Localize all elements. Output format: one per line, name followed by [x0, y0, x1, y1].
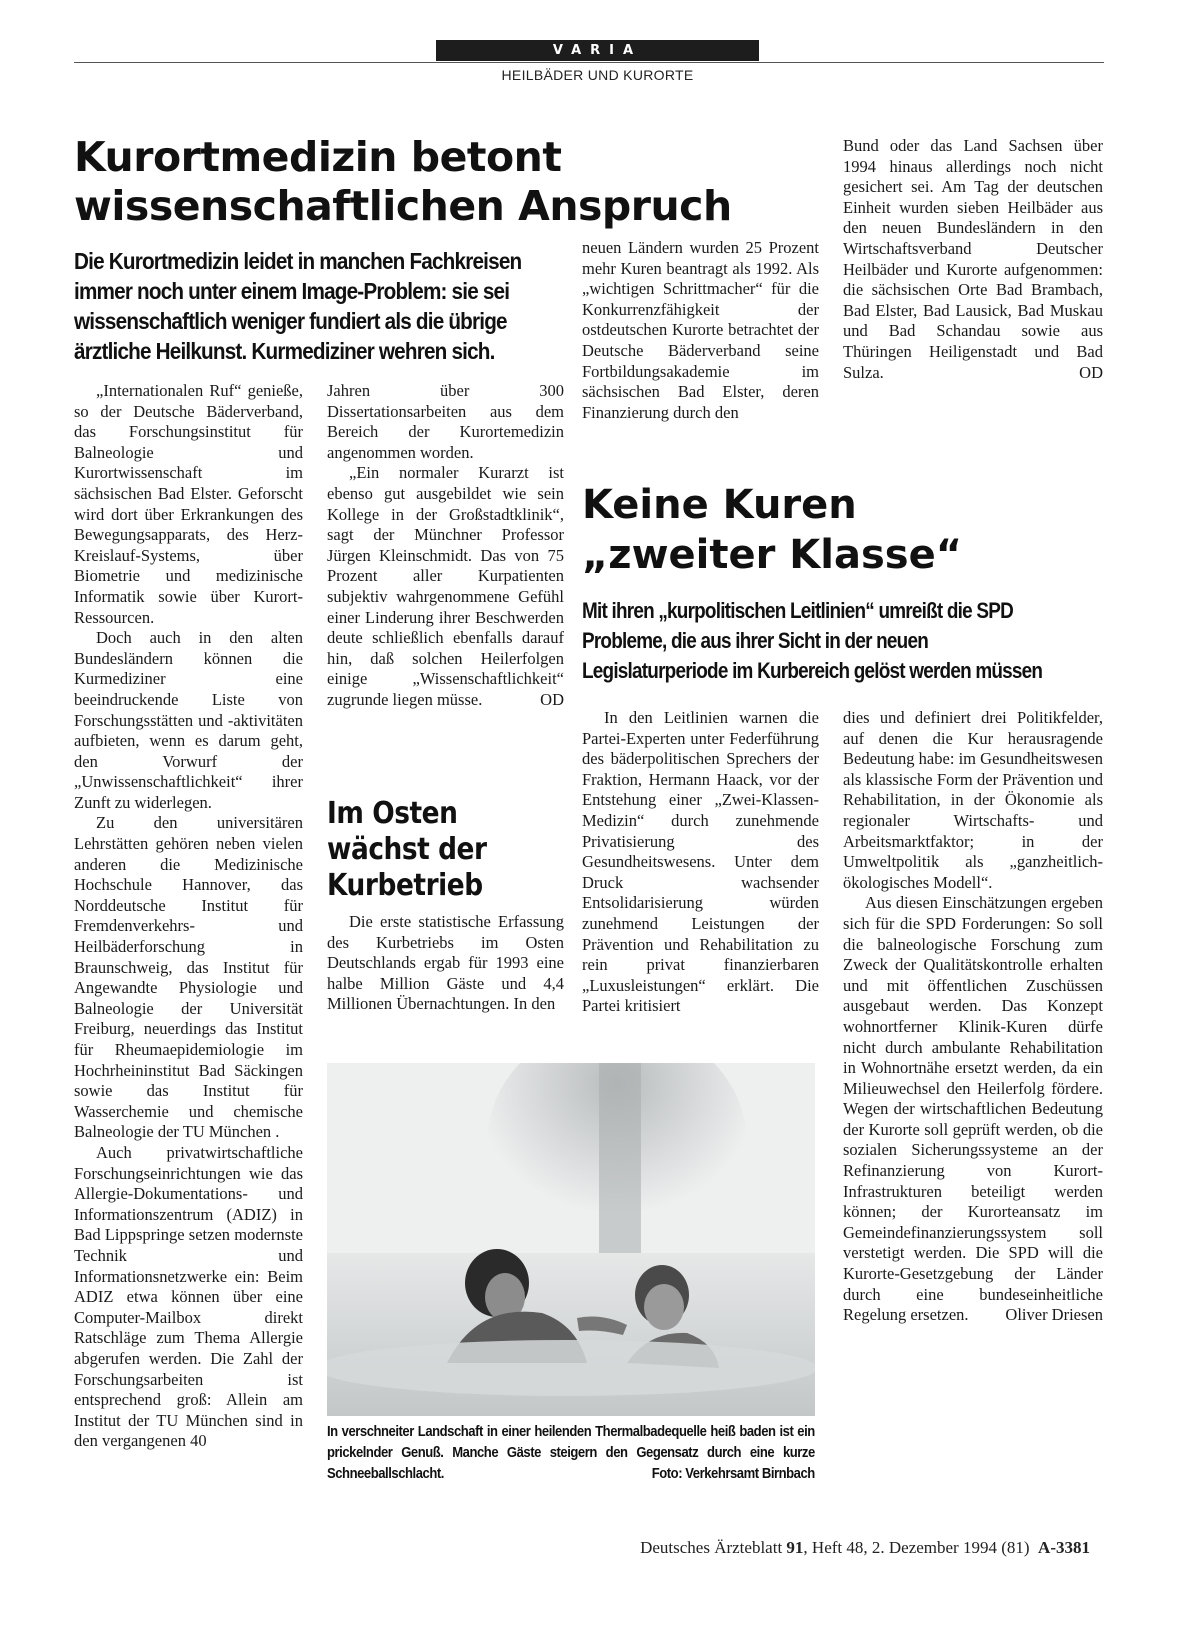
subsection-label: HEILBÄDER UND KURORTE: [501, 67, 694, 83]
photo-caption-wrap: [327, 1422, 815, 1485]
article1-lead: Die Kurortmedizin leidet in manchen Fachkreisen immer noch unter einem Image-Problem: sie sei wissenschaftlich weniger fundiert als die übrige ärztliche Heilkunst. Kurmediziner wehren sich.: [74, 248, 522, 364]
article2-column-3: [843, 136, 1103, 383]
article3-title-line1: Keine Kuren: [582, 482, 857, 528]
article1-title-line2: wissenschaftlichen Anspruch: [74, 182, 732, 230]
article3-signature: Oliver Driesen: [1005, 1305, 1103, 1325]
article3-paragraph-text: Aus diesen Einschätzungen ergeben sich für die SPD Forderungen: So soll die balneologische Forschung zum Zweck der Qualitätskontrolle erhalten und mit öffentlichen Zuschüssen ausgebaut werden. Das Konzept wohnortferner Klinik-Kuren dürfe nicht durch ambulante Rehabilitation in Wohnortnähe ersetzt werden, da ein Milieuwechsel den Heilerfolg fördere. Wegen der wirtschaftlichen Bedeutung der Kurorte soll geprüft werden, ob die sozialen Sicherungssysteme an der Refinanzierung von Kurort-Infrastrukturen beteiligt werden können; der Kurorteansatz im Gemeindefinanzierungssystem soll verstetigt werden. Die SPD will die Kurorte-Gesetzgebung der Länder durch eine bundeseinheitliche Regelung ersetzen.: [843, 893, 1103, 1325]
header-rule: [74, 62, 1104, 63]
footer-issue: , Heft 48, 2. Dezember 1994 (81): [803, 1538, 1030, 1557]
article2-signature: OD: [1079, 362, 1103, 382]
footer-page-number: A-3381: [1038, 1538, 1090, 1557]
article3-column-2: [843, 708, 1103, 1326]
article1-paragraph: Doch auch in den alten Bundesländern können die Kurmediziner eine beeindruckende Liste von Forschungsstätten und -aktivitäten aufbieten, wenn es darum geht, den Vorwurf der „Unwissenschaftlichkeit“ ihrer Zunft zu widerlegen.: [74, 628, 303, 812]
article1-paragraph: Zu den universitären Lehrstätten gehören neben vielen anderen die Medizinische Hochschule Hannover, das Norddeutsche Institut für Fremdenverkehrs- und Heilbäderforschung in Braunschweig, das Institut für Angewandte Physiologie und Balneologie der Universität Freiburg, neuerdings das Institut für Rheumaepidemiologie im Hochrheininstitut Bad Säckingen sowie das Institut für Wasserchemie und chemische Balneologie der TU München .: [74, 813, 303, 1142]
article3-column-1: [582, 708, 819, 1017]
article2-column-1: [327, 912, 564, 1015]
article3-paragraph: [843, 893, 1103, 1325]
article2-paragraph: [843, 136, 1103, 383]
photo-caption-block: [327, 1422, 815, 1485]
article2-title-line2: wächst der: [327, 832, 487, 867]
photo-credit: Foto: Verkehrsamt Birnbach: [651, 1466, 815, 1482]
thermal-bath-photo: [327, 1063, 815, 1416]
article1-paragraph-text: „Ein normaler Kurarzt ist ebenso gut ausgebildet wie sein Kollege in der Großstadtklinik“, sagt der Münchner Professor Jürgen Kleinschmidt. Das von 75 Prozent aller Kurpatienten subjektiv wahrgenommene Gefühl einer Linderung ihrer Beschwerden deute schließlich ebenfalls darauf hin, daß solchen Heilerfolgen einige „Wissenschaftlichkeit“ zugrunde liegen müsse.: [327, 463, 564, 709]
article1-paragraph: „Internationalen Ruf“ genieße, so der Deutsche Bäderverband, das Forschungsinstitut für Balneologie und Kurortwissenschaft im sächsischen Bad Elster. Geforscht wird dort über Erkrankungen des Bewegungsapparats, des Herz-Kreislauf-Systems, über Biometrie und medizinische Informatik sowie über Kurort-Ressourcen.: [74, 381, 303, 627]
article1-paragraph: Jahren über 300 Dissertationsarbeiten aus dem Bereich der Kurortemedizin angenommen worden.: [327, 381, 564, 462]
article3-title-line2: „zweiter Klasse“: [582, 532, 962, 578]
footer-volume: 91: [786, 1538, 804, 1557]
photo-caption: In verschneiter Landschaft in einer heilenden Thermalbadequelle heiß baden ist ein prickelnder Genuß. Manche Gäste steigern den Gegensatz durch eine kurze Schneeballschlacht.: [327, 1424, 815, 1482]
article2-title-line3: Kurbetrieb: [327, 868, 483, 903]
photo-illustration: [327, 1063, 815, 1416]
article1-title-line1: Kurortmedizin betont: [74, 133, 562, 181]
article1-column-1: [74, 381, 303, 1452]
article3-lead: Mit ihren „kurpolitischen Leitlinien“ umreißt die SPD Probleme, die aus ihrer Sicht in der neuen Legislaturperiode im Kurbereich gelöst werden müssen: [582, 598, 1043, 683]
article3-title: [582, 480, 1102, 580]
article3-paragraph: In den Leitlinien warnen die Partei-Experten unter Federführung des bäderpolitischen Sprechers der Fraktion, Hermann Haack, vor der Entstehung einer „Zwei-Klassen-Medizin“ durch zunehmende Privatisierung des Gesundheitswesens. Unter dem Druck wachsender Entsolidarisierung würden zunehmend Leistungen der Prävention und Rehabilitation zu rein privat finanzierbaren „Luxusleistungen“ erklärt. Die Partei kritisiert: [582, 708, 819, 1016]
article1-signature: OD: [540, 689, 564, 709]
article2-column-2: [582, 238, 819, 423]
article2-paragraph: Die erste statistische Erfassung des Kurbetriebs im Osten Deutschlands ergab für 1993 eine halbe Million Gäste und 4,4 Millionen Übernachtungen. In den: [327, 912, 564, 1014]
section-label: VARIA: [436, 40, 759, 61]
article1-paragraph: [327, 463, 564, 710]
page-footer: [540, 1538, 1090, 1558]
article2-paragraph: neuen Ländern wurden 25 Prozent mehr Kuren beantragt als 1992. Als „wichtigen Schrittmacher“ für die Konkurrenzfähigkeit der ostdeutschen Kurorte betrachtet der Deutsche Bäderverband seine Fortbildungsakademie im sächsischen Bad Elster, deren Finanzierung durch den: [582, 238, 819, 422]
article1-title: [74, 133, 794, 231]
article1-column-2: [327, 381, 564, 711]
article3-paragraph: dies und definiert drei Politikfelder, auf denen die Kur herausragende Bedeutung habe: im Gesundheitswesen als klassische Form der Prävention und Rehabilitation, in der Ökonomie als regionaler Wirtschafts- und Arbeitsmarktfaktor; in der Umweltpolitik als „ganzheitlich-ökologisches Modell“.: [843, 708, 1103, 892]
footer-journal: Deutsches Ärzteblatt: [640, 1538, 783, 1557]
article2-title-line1: Im Osten: [327, 796, 458, 831]
article1-paragraph: Auch privatwirtschaftliche Forschungseinrichtungen wie das Allergie-Dokumentations- und Informationszentrum (ADIZ) in Bad Lippspringe setzen modernste Technik und Informationsnetzwerke ein: Beim ADIZ etwa können über eine Computer-Mailbox direkt Ratschläge zum Thema Allergie abgerufen werden. Die Zahl der Forschungsarbeiten ist entsprechend groß: Allein am Institut der TU München sind in den vergangenen 40: [74, 1142, 303, 1451]
article2-paragraph-text: Bund oder das Land Sachsen über 1994 hinaus allerdings noch nicht gesichert sei. Am Tag der deutschen Einheit wurden sieben Heilbäder aus den neuen Bundesländern in den Wirtschaftsverband Deutscher Heilbäder und Kurorte aufgenommen: die sächsischen Orte Bad Brambach, Bad Elster, Bad Lausick, Bad Muskau und Bad Schandau sowie aus Thüringen Heiligenstadt und Bad Sulza.: [843, 136, 1103, 382]
article2-title: [327, 796, 538, 904]
